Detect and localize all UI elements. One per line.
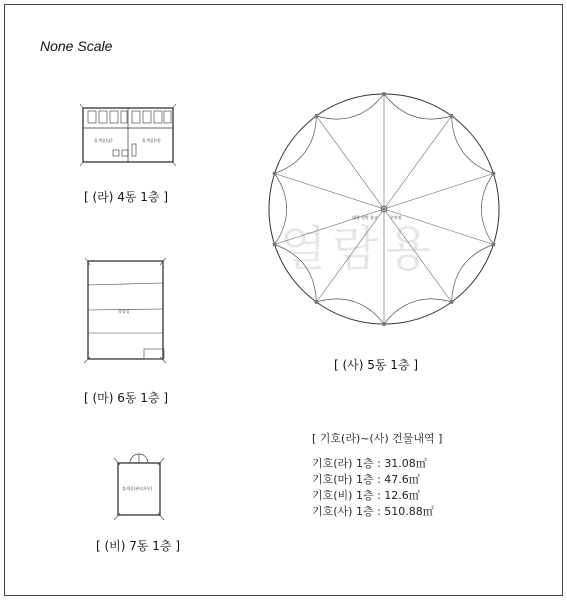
tent-rafter (384, 209, 452, 302)
tent-post (314, 114, 318, 118)
tent-scallop (275, 174, 287, 245)
area-list (312, 456, 434, 520)
tent-scallop (384, 299, 452, 324)
plan-sa (262, 92, 512, 342)
list-item: 기호(라) 1층 : 31.08㎡ (312, 457, 427, 470)
caption-ma: [ (마) 6동 1층 ] (84, 391, 169, 405)
tent-scallop (452, 116, 494, 174)
room-label-left: 휴게실(남) (94, 138, 113, 143)
tent-post (273, 172, 277, 176)
tent-label-b: 주차장 (390, 215, 402, 220)
plan-bi (110, 448, 170, 523)
list-item: 기호(사) 1층 : 510.88㎡ (312, 505, 434, 518)
tent-post (382, 92, 386, 96)
tent-post (450, 300, 454, 304)
tent-scallop (316, 299, 384, 324)
plan-ra (80, 100, 180, 170)
tent-post (273, 243, 277, 247)
tent-rafter (316, 209, 384, 302)
tent-scallop (316, 94, 384, 119)
tent-post (382, 322, 386, 326)
tent-post (314, 300, 318, 304)
tent-post (450, 114, 454, 118)
plan-ma (80, 255, 170, 365)
tent-scallop (384, 94, 452, 119)
tent-rafter (384, 116, 452, 209)
scale-note: None Scale (40, 38, 113, 54)
tent-label-a: 대형 천막 창고 (352, 215, 378, 220)
caption-sa: [ (사) 5동 1층 ] (334, 358, 419, 372)
tent-scallop (481, 174, 493, 245)
tent-rafter (384, 174, 493, 210)
room-label-right: 휴게실(여) (142, 138, 161, 143)
room-label: 작업실 (118, 309, 130, 314)
room-label: 휴게실(관리자동) (122, 486, 153, 491)
tent-scallop (275, 245, 317, 303)
tent-post (491, 172, 495, 176)
tent-post (491, 243, 495, 247)
caption-bi: [ (비) 7동 1층 ] (96, 539, 181, 553)
area-list-title: [ 기호(라)~(사) 건물내역 ] (312, 432, 443, 445)
list-item: 기호(비) 1층 : 12.6㎡ (312, 489, 420, 502)
tent-rafter (316, 116, 384, 209)
watermark: 열람용 (280, 221, 438, 277)
tent-scallop (452, 245, 494, 303)
tent-scallop (275, 116, 317, 174)
caption-ra: [ (라) 4동 1층 ] (84, 190, 169, 204)
tent-rafter (275, 174, 384, 210)
list-item: 기호(마) 1층 : 47.6㎡ (312, 473, 420, 486)
